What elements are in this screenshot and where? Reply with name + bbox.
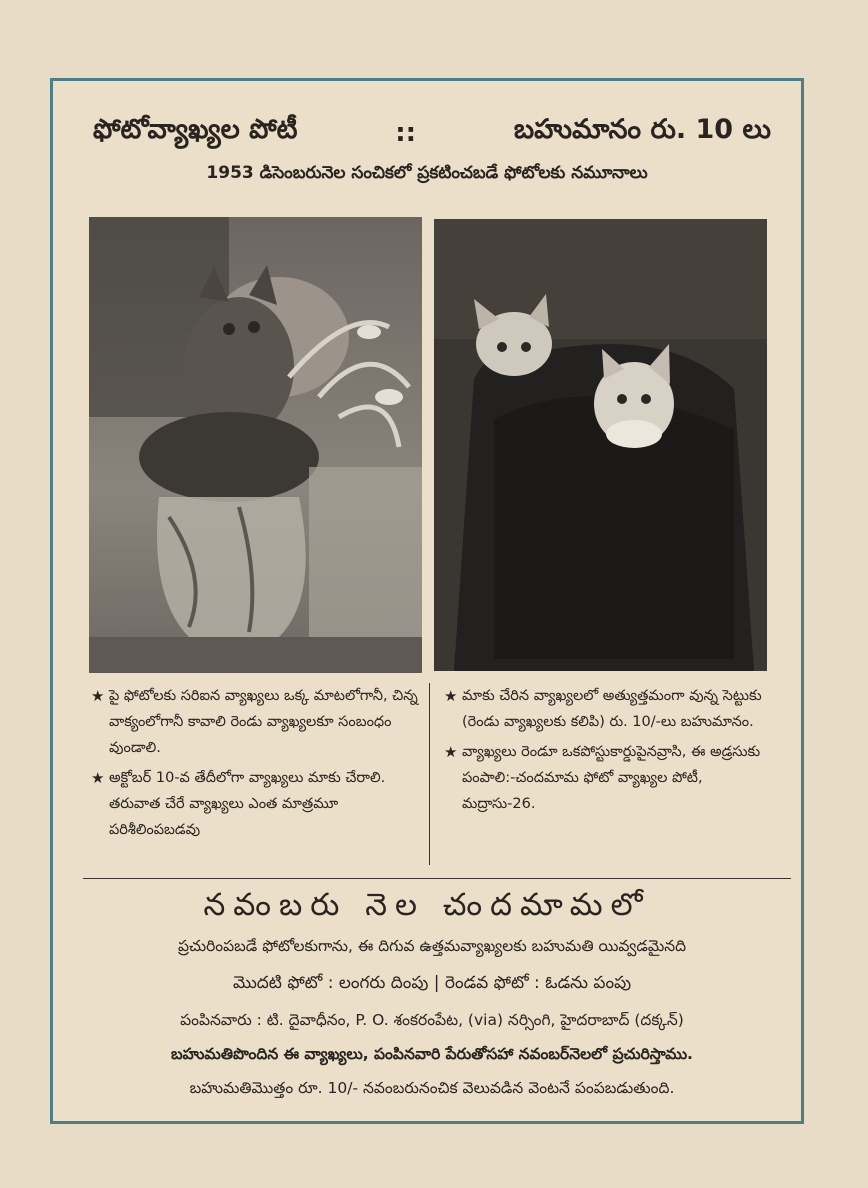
cat-with-flower-vase-photo bbox=[89, 217, 422, 673]
contest-title: ఫోటోవ్యాఖ్యల పోటీ bbox=[93, 114, 298, 145]
november-heading: నవంబరు నెల చందమామలో bbox=[203, 887, 651, 923]
rule-item: ★ మాకు చేరిన వ్యాఖ్యలలో అత్యుత్తమంగా వున్న సెట్టుకు (రెండు వ్యాఖ్యలకు కలిపి) రు. 10/-లు బహుమానం. bbox=[444, 683, 767, 735]
contest-frame bbox=[50, 78, 804, 1124]
contest-subtitle: 1953 డిసెంబరునెల సంచికలో ప్రకటించబడే ఫోటోలకు నమూనాలు bbox=[206, 163, 648, 183]
star-icon: ★ bbox=[91, 769, 105, 787]
november-line-4: బహుమతిపొందిన ఈ వ్యాఖ్యలు, పంపినవారి పేరుతోసహా నవంబర్‌నెలలో ప్రచురిస్తాము. bbox=[171, 1045, 693, 1063]
section-divider bbox=[83, 878, 791, 879]
star-icon: ★ bbox=[91, 687, 105, 705]
prize-title: బహుమానం రు. 10 లు bbox=[513, 114, 771, 145]
rules-left-column bbox=[83, 683, 429, 865]
rules-right-column bbox=[429, 683, 775, 865]
star-icon: ★ bbox=[444, 687, 458, 705]
rule-item: ★ పై ఫోటోలకు సరిఐన వ్యాఖ్యలు ఒక్క మాటలోగానీ, చిన్న వాక్యంలోగానీ కావాలి రెండు వ్యాఖ్యలకూ సంబంధం వుండాలి. bbox=[91, 683, 421, 761]
title-separator: :: bbox=[395, 118, 417, 148]
november-line-1: ప్రచురింపబడే ఫోటోలకుగాను, ఈ దిగువ ఉత్తమవ్యాఖ్యలకు బహుమతి యివ్వడమైనది bbox=[177, 937, 687, 955]
contest-rules bbox=[83, 683, 775, 865]
prize-note: బహుమతిమొత్తం రూ. 10/- నవంబరునంచిక వెలువడిన వెంటనే పంపబడుతుంది. bbox=[189, 1079, 675, 1097]
rule-item: ★ వ్యాఖ్యలు రెండూ ఒకపోస్టుకార్డుపైనవ్రాసి, ఈ అడ్రసుకు పంపాలి:-చందమామ ఫోటో వ్యాఖ్యల పోటీ, మద్రాసు-26. bbox=[444, 739, 767, 817]
star-icon: ★ bbox=[444, 743, 458, 761]
winning-captions: మొదటి ఫోటో : లంగరు దింపు | రెండవ ఫోటో : ఓడను పంపు bbox=[232, 973, 632, 993]
rule-item: ★ అక్టోబర్ 10-వ తేదీలోగా వ్యాఖ్యలు మాకు చేరాలి. తరువాత చేరే వ్యాఖ్యలు ఎంత మాత్రమూ పరిశీలింపబడవు bbox=[91, 765, 421, 843]
winner-address: పంపినవారు : టి. దైవాధీనం, P. O. శంకరంపేట, (via) నర్సింగి, హైదరాబాద్ (దక్కన్) bbox=[180, 1011, 684, 1029]
two-kittens-photo bbox=[434, 219, 767, 671]
header-row bbox=[93, 111, 771, 155]
